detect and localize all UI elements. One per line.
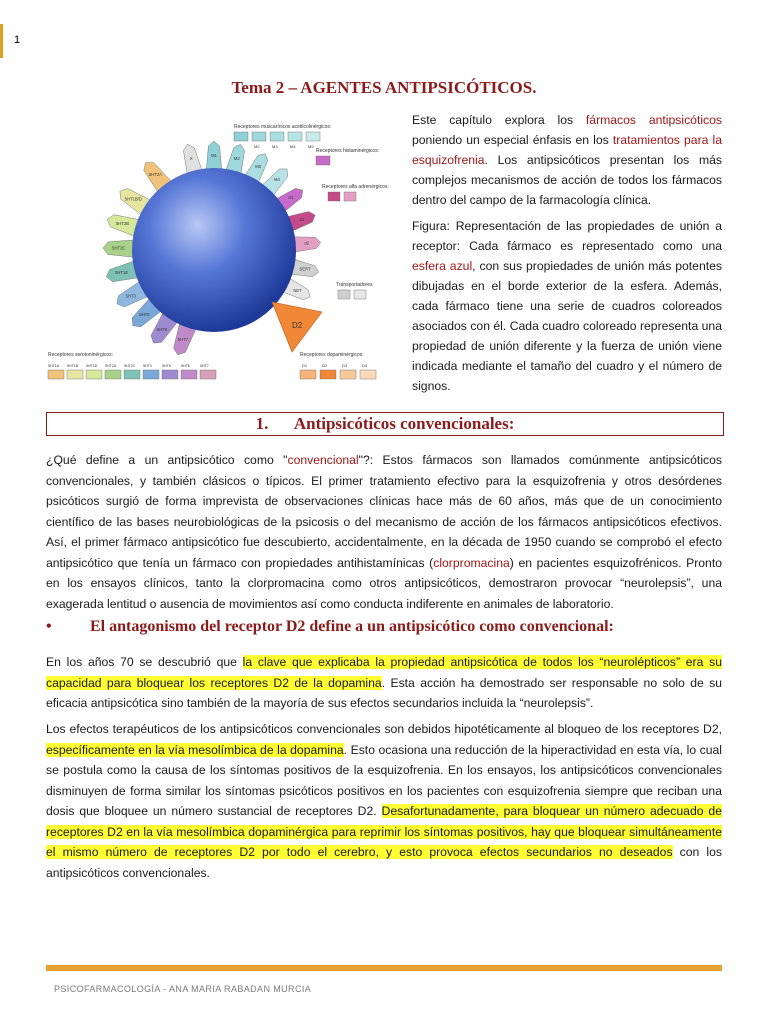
petal-label: 5HT1E — [115, 270, 129, 276]
highlighted-text: específicamente en la vía mesolímbica de la dopamina — [46, 742, 344, 757]
serotonin-box — [105, 370, 121, 379]
alpha1-box — [328, 192, 340, 201]
alpha2-box — [344, 192, 356, 201]
text-run: En los años 70 se descubrió que — [46, 655, 243, 669]
serotonin-box-label: 5HT5 — [162, 364, 171, 368]
caption-text-run: Figura: Representación de las propiedades de unión a receptor: Cada fármaco es representado como una — [412, 219, 722, 253]
serotonin-box — [143, 370, 159, 379]
muscarinic-legend-label: Receptores muscarínicos acetilcolinérgicos: — [234, 124, 332, 130]
text-run: . Esto ocasiona una reducción de la hiperactividad en esta vía, lo cual se postula como la causa de los síntomas positivos de la esquizofrenia. En los ensayos, los antipsicóticos convencionales disminuyen de forma similar los síntomas psicóticos positivos en los pacientes con esquizofrenia siempre que reciban una dosis que bloquee un número sustancial de receptores D2. — [46, 742, 722, 818]
transporters-legend-label: Transportadores: — [336, 282, 374, 288]
dopamine-box — [340, 370, 356, 379]
petal-label: 5HT2A — [148, 172, 162, 178]
section-header — [46, 412, 724, 436]
serotonergic-legend-label: Receptores serotoninérgicos: — [48, 352, 114, 358]
petal-label: NET — [293, 287, 302, 293]
dopamine-box-label: D2 — [322, 363, 328, 368]
serotonin-box-label: 5HT2C — [124, 364, 136, 368]
d2-spike-label: D2 — [292, 321, 303, 330]
highlighted-text: Desafortunadamente, para bloquear un número adecuado de receptores D2 en la vía mesolímbica dopaminérgica para reprimir los síntomas positivos, hay que bloquear simultáneamente el mismo número de receptores D2 por todo el cerebro, y esto provoca efectos secundarios no deseados — [46, 804, 722, 859]
muscarinic-box-label: M5 — [308, 144, 314, 149]
paragraph-d2-antagonism — [46, 652, 722, 714]
sert-box — [338, 290, 350, 299]
petal-label: 5HT2C — [112, 245, 126, 251]
serotonin-box-label: 5HT1B — [67, 364, 79, 368]
petal-label: X — [189, 155, 193, 161]
serotonin-box-label: 5HT3 — [143, 364, 152, 368]
petal-label: M3 — [255, 164, 262, 170]
petal-label: α2 — [304, 240, 310, 246]
serotonin-box-label: 5HT7 — [200, 364, 209, 368]
page-number: 1 — [14, 34, 21, 46]
petal-label: M1 — [211, 153, 217, 159]
serotonin-box — [48, 370, 64, 379]
term-clorpromacina: clorpromacina — [433, 555, 510, 570]
muscarinic-box — [252, 132, 266, 141]
petal-label: 5HT5 — [139, 312, 150, 318]
dopamine-box — [320, 370, 336, 379]
text-run: Los efectos terapéuticos de los antipsicóticos convencionales son debidos hipotéticamente al bloqueo de los receptores D2, — [46, 722, 722, 736]
dopamine-box-label: D1 — [302, 363, 308, 368]
muscarinic-box-label: M4 — [290, 144, 296, 149]
dopamine-box — [360, 370, 376, 379]
serotonin-box-label: 5HT1D — [86, 364, 98, 368]
caption-highlight-esfera: esfera azul — [412, 259, 473, 273]
page-number-marker — [0, 24, 3, 58]
paragraph-conventional — [46, 450, 722, 614]
intro-paragraph — [412, 110, 722, 210]
serotonin-box — [200, 370, 216, 379]
text-run: . Esta acción ha demostrado ser responsable no solo de su eficacia antipsicótica sino también de la mayoría de sus efectos secundarios incluida la “neurolepsis”. — [46, 675, 723, 710]
caption-text-run: , con sus propiedades de unión más potentes dibujadas en el borde exterior de la esfera. Además, cada fármaco tiene una serie de cuadros coloreados asociados con él. Cada cuadro coloreado representa una propiedad de unión diferente y la fuerza de unión viene indicada mediante el tamaño del cuadro y el número de signos. — [412, 259, 722, 393]
muscarinic-box-label: M2 — [254, 144, 260, 149]
serotonin-box — [162, 370, 178, 379]
bullet-heading-text: El antagonismo del receptor D2 define a un antipsicótico como convencional: — [90, 618, 614, 635]
muscarinic-box — [288, 132, 302, 141]
intro-highlight-farmacos: fármacos antipsicóticos — [585, 113, 723, 127]
receptor-binding-figure — [44, 116, 396, 388]
highlighted-text: la clave que explicaba la propiedad antipsicótica de todos los “neurolépticos” era su capacidad para bloquear los receptores D2 de la dopamina — [46, 655, 722, 690]
text-run: "?: Estos fármacos son llamados comúnmente antipsicóticos convencionales, y también clásicos o típicos. El primer tratamiento efectivo para la esquizofrenia y otros desórdenes psicóticos surgió de forma imprevista de observaciones clínicas hace más de 60 años, más que de un conocimiento científico de las bases neurobiológicas de la psicosis o del mecanismo de acción de los fármacos antipsicóticos efectivos. Así, el primer fármaco antipsicótico fue descubierto, accidentalmente, en la década de 1950 cuando se comprobó el efecto antipsicótico que tenía un fármaco con propiedades antihistamínicas ( — [46, 453, 722, 570]
serotonin-box — [124, 370, 140, 379]
intro-highlight-tratamientos: tratamientos para la esquizofrenia — [412, 133, 723, 167]
text-run: ) en pacientes esquizofrénicos. Pronto en los ensayos clínicos, tanto la clorpromacina como otros antipsicóticos, demostraron provocar “neurolepsis”, una exagerada lentitud o ausencia de movimientos así como conducta indiferente en animales de laboratorio. — [46, 555, 722, 611]
dopamine-box-label: D4 — [362, 363, 368, 368]
drug-sphere — [132, 168, 296, 332]
muscarinic-box — [270, 132, 284, 141]
serotonin-box-label: 5HT6 — [181, 364, 190, 368]
intro-text — [412, 110, 722, 402]
text-run: con los antipsicóticos convencionales. — [46, 845, 722, 880]
section-title: Antipsicóticos convencionales: — [293, 414, 515, 433]
dopamine-box-label: D3 — [342, 363, 348, 368]
histamine-box — [316, 156, 330, 165]
intro-text-run: Este capítulo explora los — [412, 113, 586, 127]
petal-label: SERT — [299, 266, 311, 272]
bullet-heading — [46, 618, 722, 636]
petal-label: 5HT3 — [125, 293, 136, 299]
net-box — [354, 290, 366, 299]
figure-svg — [44, 116, 396, 388]
dopaminergic-legend-label: Receptores dopaminérgicos: — [300, 352, 364, 358]
petal-label: H1 — [288, 195, 294, 201]
bullet-dot: • — [46, 618, 52, 635]
figure-caption — [412, 216, 722, 396]
petal-label: α1 — [299, 216, 305, 222]
intro-text-run: . Los antipsicóticos presentan los más complejos mecanismos de acción de todos los fármacos dentro del campo de la farmacología clínica. — [412, 153, 722, 207]
petal-label: 5HT2B — [115, 220, 130, 226]
muscarinic-box — [306, 132, 320, 141]
petal-label: M2 — [233, 155, 240, 161]
footer-rule — [46, 965, 722, 971]
petal-label: 5HT7 — [177, 337, 189, 343]
petal-label: M4 — [274, 177, 280, 183]
histaminic-legend-label: Receptores histaminérgicos: — [316, 148, 380, 154]
alpha-legend-label: Receptores alfa adrenérgicos: — [322, 184, 389, 190]
intro-text-run: poniendo un especial énfasis en los — [412, 133, 613, 147]
footer-text: PSICOFARMACOLOGÍA - ANA MARIA RABADAN MURCIA — [54, 984, 312, 994]
petal-label: 5HT6 — [157, 326, 168, 332]
muscarinic-box — [234, 132, 248, 141]
section-number: 1. — [255, 414, 269, 433]
serotonin-box — [86, 370, 102, 379]
serotonin-box — [181, 370, 197, 379]
text-run: ¿Qué define a un antipsicótico como " — [46, 453, 288, 467]
term-convencional: convencional — [287, 453, 359, 467]
dopamine-box — [300, 370, 316, 379]
serotonin-box — [67, 370, 83, 379]
petal-label: 5HT1B/D — [124, 196, 142, 202]
page-title: Tema 2 – AGENTES ANTIPSICÓTICOS. — [231, 78, 537, 97]
serotonin-box-label: 5HT1A — [48, 364, 60, 368]
serotonin-box-label: 5HT2A — [105, 364, 117, 368]
muscarinic-box-label: M3 — [272, 144, 278, 149]
paragraph-therapeutic-effects — [46, 719, 722, 883]
